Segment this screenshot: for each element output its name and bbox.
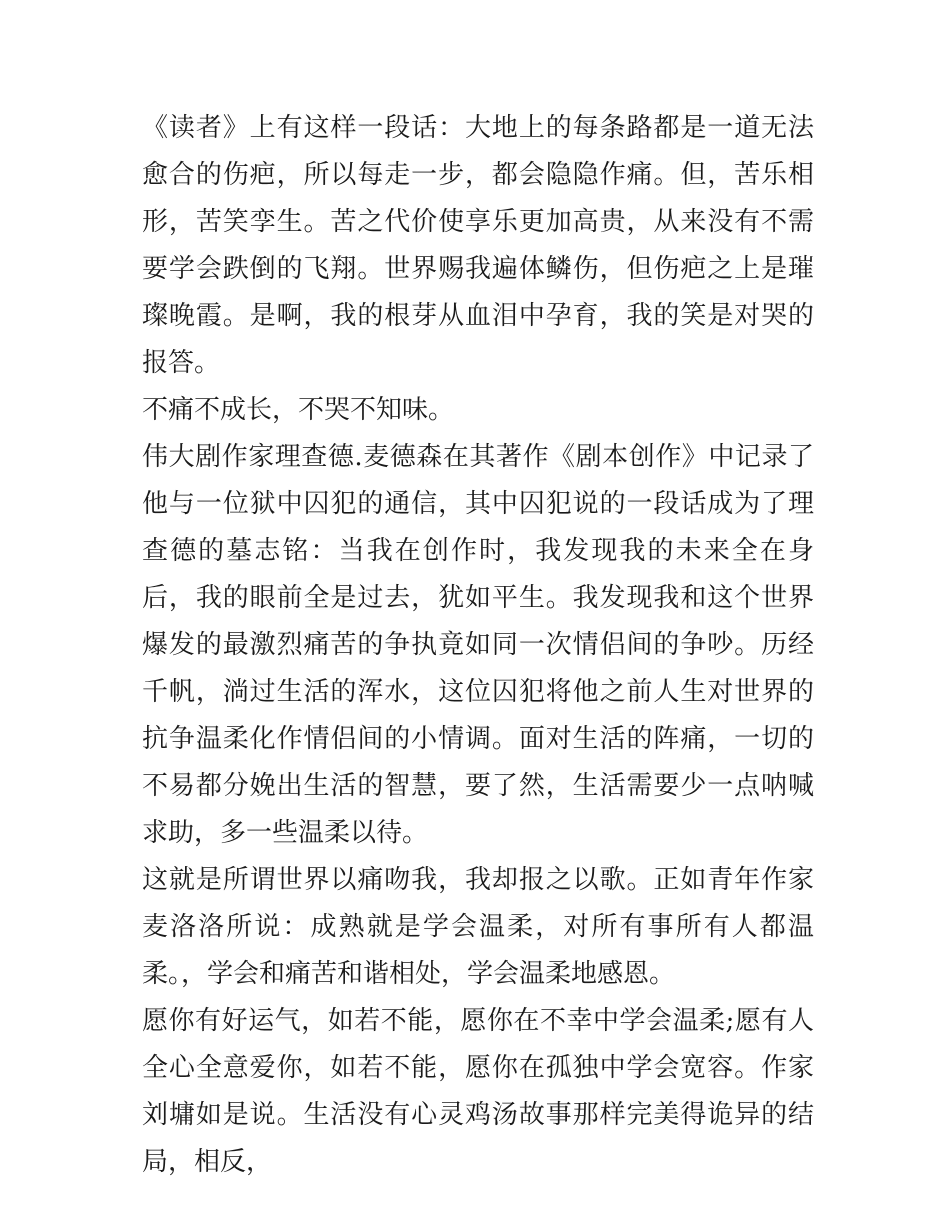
document-body xyxy=(142,105,814,1186)
paragraph-4: 这就是所谓世界以痛吻我，我却报之以歌。正如青年作家麦洛洛所说：成熟就是学会温柔，对所有事所有人都温柔。，学会和痛苦和谐相处，学会温柔地感恩。 xyxy=(142,865,814,989)
paragraph-3: 伟大剧作家理查德.麦德森在其著作《剧本创作》中记录了他与一位狱中囚犯的通信，其中囚犯说的一段话成为了理查德的墓志铭：当我在创作时，我发现我的未来全在身后，我的眼前全是过去，犹如平生。我发现我和这个世界爆发的最激烈痛苦的争执竟如同一次情侣间的争吵。历经千帆，淌过生活的浑水，这位囚犯将他之前人生对世界的抗争温柔化作情侣间的小情调。面对生活的阵痛，一切的不易都分娩出生活的智慧，要了然，生活需要少一点呐喊求助，多一些温柔以待。 xyxy=(142,442,814,848)
paragraph-1: 《读者》上有这样一段话：大地上的每条路都是一道无法愈合的伤疤，所以每走一步，都会隐隐作痛。但，苦乐相形，苦笑孪生。苦之代价使享乐更加高贵，从来没有不需要学会跌倒的飞翔。世界赐我遍体鳞伤，但伤疤之上是璀璨晚霞。是啊，我的根芽从血泪中孕育，我的笑是对哭的报答。 xyxy=(142,113,814,378)
paragraph-5: 愿你有好运气，如若不能，愿你在不幸中学会温柔;愿有人全心全意爱你，如若不能，愿你在孤独中学会宽容。作家刘墉如是说。生活没有心灵鸡汤故事那样完美得诡异的结局，相反， xyxy=(142,1006,814,1177)
paragraph-2: 不痛不成长，不哭不知味。 xyxy=(142,395,455,425)
